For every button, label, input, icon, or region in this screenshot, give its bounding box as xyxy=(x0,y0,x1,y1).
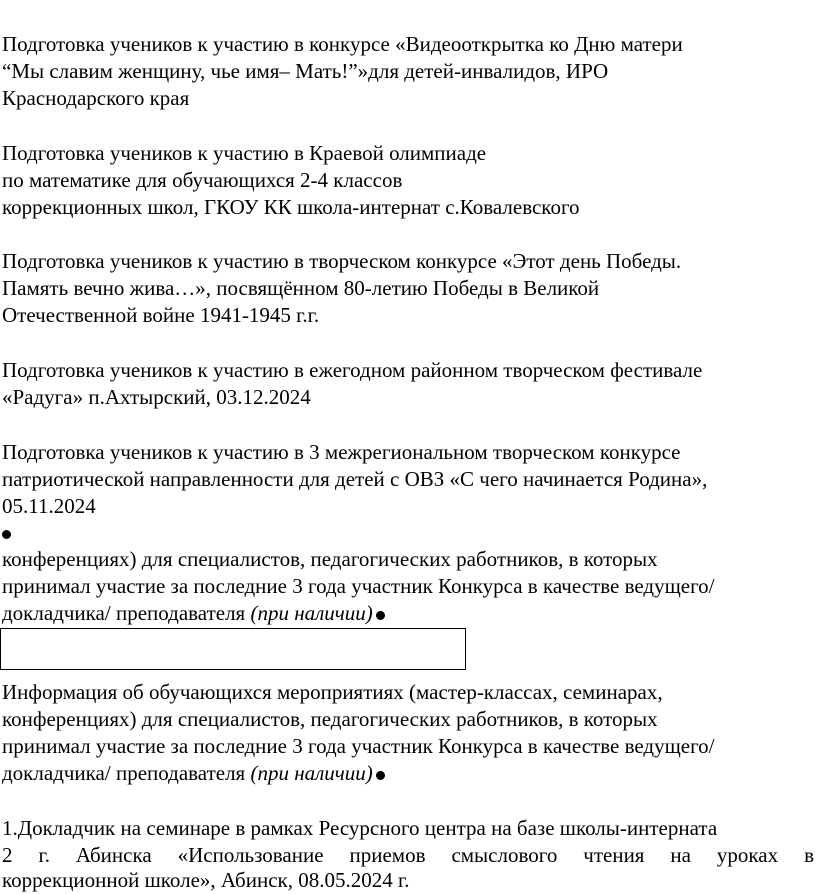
text-line: конференциях) для специалистов, педагогических работников, в которых xyxy=(2,707,658,731)
text-line: коррекционной школе», Абинск, 08.05.2024 г. xyxy=(2,868,410,892)
bullet-icon xyxy=(376,611,385,620)
text-line: Информация об обучающихся мероприятиях (мастер-классах, семинарах, xyxy=(2,680,663,704)
text-line: 05.11.2024 xyxy=(2,494,96,518)
empty-text-box[interactable] xyxy=(0,628,466,670)
italic-note: (при наличии) xyxy=(250,601,373,625)
italic-note: (при наличии) xyxy=(250,761,373,785)
text-line: «Радуга» п.Ахтырский, 03.12.2024 xyxy=(2,385,311,409)
text-line: Подготовка учеников к участию в Краевой олимпиаде xyxy=(2,141,487,165)
text-line: Подготовка учеников к участию в ежегодном районном творческом фестивале xyxy=(2,358,703,382)
text-line: Подготовка учеников к участию в творческом конкурсе «Этот день Победы. xyxy=(2,249,682,273)
text-line: принимал участие за последние 3 года участник Конкурса в качестве ведущего/ xyxy=(2,574,715,598)
text-line: Подготовка учеников к участию в 3 межрегиональном творческом конкурсе xyxy=(2,440,681,464)
text-line: Память вечно жива…», посвящённом 80-летию Победы в Великой xyxy=(2,276,600,300)
text-line xyxy=(2,599,814,627)
text-line: “Мы славим женщину, чье имя– Мать!”»для детей-инвалидов, ИРО xyxy=(2,59,609,83)
text-line: 2 г. Абинска «Использование приемов смыслового чтения на уроках в xyxy=(2,843,814,867)
bullet-line xyxy=(2,518,814,546)
text-line: Краснодарского края xyxy=(2,86,190,110)
text-line: коррекционных школ, ГКОУ КК школа-интернат с.Ковалевского xyxy=(2,195,580,219)
text-line: конференциях) для специалистов, педагогических работников, в которых xyxy=(2,547,658,571)
text-span: докладчика/ преподавателя xyxy=(2,761,251,785)
text-line: принимал участие за последние 3 года участник Конкурса в качестве ведущего/ xyxy=(2,734,715,758)
text-line: 1.Докладчик на семинаре в рамках Ресурсного центра на базе школы-интерната xyxy=(2,816,718,840)
bullet-icon xyxy=(2,530,11,539)
text-line: Подготовка учеников к участию в конкурсе «Видеооткрытка ко Дню матери xyxy=(2,32,683,56)
text-line: патриотической направленности для детей с ОВЗ «С чего начинается Родина», xyxy=(2,467,708,491)
text-line: по математике для обучающихся 2-4 классов xyxy=(2,168,403,192)
text-line: Отечественной войне 1941-1945 г.г. xyxy=(2,303,320,327)
text-line xyxy=(2,759,814,787)
bullet-icon xyxy=(376,771,385,780)
text-span: докладчика/ преподавателя xyxy=(2,601,251,625)
